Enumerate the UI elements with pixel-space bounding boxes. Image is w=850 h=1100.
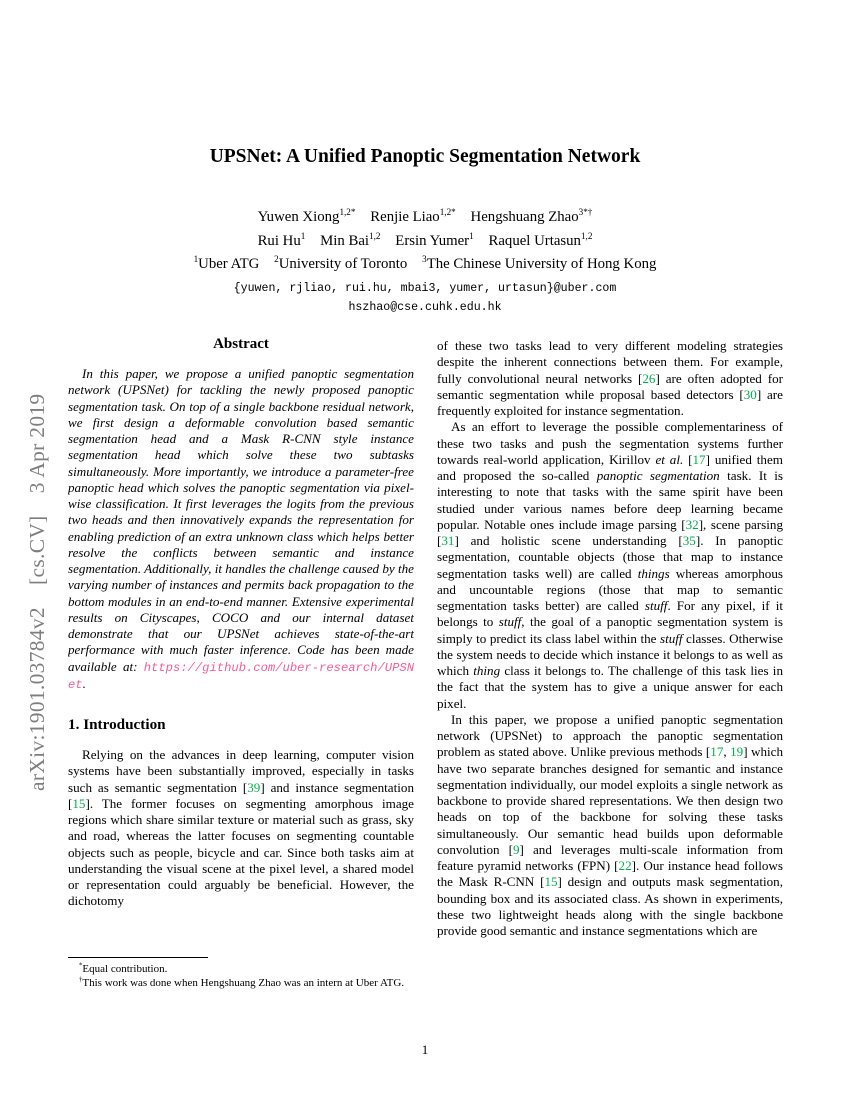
email-cuhk: hszhao@cse.cuhk.edu.hk bbox=[348, 301, 502, 314]
text-run: whereas amorphous and uncountable regions (those that map to semantic segmentation tasks better) are called bbox=[437, 565, 783, 613]
text-run: ], scene parsing [ bbox=[437, 516, 783, 548]
abstract-heading: Abstract bbox=[213, 336, 269, 352]
text-run: Ersin Yumer bbox=[395, 233, 470, 249]
emphasis-text: things bbox=[637, 565, 670, 581]
text-run: Yuwen Xiong bbox=[257, 209, 340, 225]
text-run bbox=[474, 233, 489, 249]
citation-ref[interactable]: 15 bbox=[544, 874, 558, 890]
text-run: ] which have two separate branches designed for semantic and instance segmentation individually, our model exploits a single network as backbone to provide shared representations. We then design two heads on top of the backbone for solving these tasks simultaneously. Our semantic head builds upon deformable convolution [ bbox=[437, 744, 783, 857]
emphasis-text: stuff bbox=[498, 614, 522, 630]
text-run: Relying on the advances in deep learning, computer vision systems have been substantially improved, especially in tasks such as semantic segmentation [ bbox=[68, 747, 414, 795]
section-heading-introduction: 1. Introduction bbox=[68, 716, 166, 733]
superscript-marker: 3*† bbox=[578, 207, 593, 218]
superscript-marker: 2 bbox=[274, 254, 279, 265]
superscript-marker: 1 bbox=[193, 254, 199, 265]
citation-ref[interactable]: 19 bbox=[730, 744, 744, 760]
text-run bbox=[380, 233, 395, 249]
right-column bbox=[437, 338, 783, 1035]
citation-ref[interactable]: 31 bbox=[441, 533, 455, 548]
footnotes bbox=[68, 957, 414, 991]
text-run: class it belongs to. The challenge of this task lies in the fact that the system has to give a unique answer for each pixel. bbox=[437, 663, 783, 711]
superscript-marker: 1 bbox=[300, 231, 306, 242]
text-run bbox=[355, 209, 370, 225]
emphasis-text: thing bbox=[473, 663, 501, 678]
superscript-marker: 1,2 bbox=[369, 231, 381, 242]
text-run: ] unified them and proposed the so-called bbox=[437, 451, 783, 483]
citation-ref[interactable]: 15 bbox=[72, 795, 86, 811]
superscript-marker: 1,2* bbox=[339, 207, 356, 218]
superscript-marker: † bbox=[79, 976, 83, 984]
page-number: 1 bbox=[421, 1042, 429, 1057]
text-run: This work was done when Hengshuang Zhao was an intern at Uber ATG. bbox=[82, 976, 405, 989]
text-run: Hengshuang Zhao bbox=[470, 209, 579, 225]
paper-title: UPSNet: A Unified Panoptic Segmentation Network bbox=[209, 146, 641, 167]
superscript-marker: * bbox=[79, 962, 83, 970]
superscript-marker: 1,2* bbox=[439, 207, 456, 218]
text-run: In this paper, we propose a unified panoptic segmentation network (UPSNet) to approach the panoptic segmentation problem as stated above. Unlike previous methods [ bbox=[437, 711, 783, 760]
emphasis-text: stuff bbox=[644, 598, 668, 613]
abstract-text bbox=[68, 366, 414, 693]
text-run: Uber ATG bbox=[198, 256, 275, 272]
emphasis-text: et al. bbox=[655, 451, 684, 467]
text-run: As an effort to leverage the possible complementariness of these two tasks and push the segmentation systems further towards real-world application, Kirillov bbox=[437, 419, 783, 467]
footnote-intern-note bbox=[68, 977, 414, 991]
email-uber: {yuwen, rjliao, rui.hu, mbai3, yumer, urtasun}@uber.com bbox=[233, 282, 617, 295]
paragraph-panoptic-task bbox=[437, 419, 783, 712]
text-run: . For any pixel, if it belongs to bbox=[437, 598, 783, 630]
text-run: ] and holistic scene understanding [ bbox=[454, 533, 683, 548]
paragraph-upsnet-overview bbox=[437, 712, 783, 940]
citation-ref[interactable]: 32 bbox=[685, 516, 699, 532]
emphasis-text: panoptic segmentation bbox=[596, 468, 720, 483]
text-run: ]. Our instance head follows the Mask R-CNN [ bbox=[437, 858, 783, 890]
text-run: ]. In panoptic segmentation, countable objects (those that map to instance segmentation tasks well) are called bbox=[437, 533, 783, 581]
paragraph-modeling-strategies bbox=[437, 338, 783, 419]
text-run bbox=[305, 233, 320, 249]
text-run: of these two tasks lead to very different modeling strategies despite the inherent connections between them. For example, fully convolutional neural networks [ bbox=[437, 338, 783, 386]
superscript-marker: 1 bbox=[469, 231, 474, 242]
text-run: classes. Otherwise the system needs to decide which instance it belongs to as well as which bbox=[437, 630, 783, 678]
citation-ref[interactable]: 17 bbox=[710, 744, 724, 760]
affiliations bbox=[0, 253, 850, 275]
text-run: Raquel Urtasun bbox=[488, 233, 581, 249]
author-line-1 bbox=[0, 205, 850, 229]
text-run: task. It is interesting to note that tasks with the same spirit have been studied under various names before deep learning became popular. Notable ones include image parsing [ bbox=[437, 468, 783, 532]
text-run: ] design and outputs mask segmentation, bounding box and its associated class. As shown in experiments, these two lightweight heads along with the single backbone provide good semantic and instance segmentations which are bbox=[437, 874, 783, 938]
url-link[interactable]: https://github.com/uber-research/UPSNet bbox=[68, 660, 414, 692]
arxiv-watermark: arXiv:1901.03784v2 [cs.CV] 3 Apr 2019 bbox=[25, 393, 49, 791]
footnote-equal-contribution bbox=[68, 963, 414, 977]
intro-paragraph bbox=[68, 747, 414, 910]
text-run: University of Toronto bbox=[278, 256, 423, 272]
text-run: The Chinese University of Hong Kong bbox=[426, 256, 657, 272]
text-run: , the goal of a panoptic segmentation system is simply to predict its class label within the bbox=[437, 614, 783, 646]
text-run: , bbox=[723, 744, 731, 760]
text-run: ]. The former focuses on segmenting amorphous image regions which share similar texture or material such as grass, sky and road, whereas the latter focuses on segmenting countable objects such as people, bicycle and car. Since both tasks aim at understanding the visual scene at the pixel level, a shared model or representation could arguably be beneficial. However, the dichotomy bbox=[68, 795, 414, 909]
emphasis-text: stuff bbox=[659, 630, 683, 646]
citation-ref[interactable]: 9 bbox=[512, 841, 520, 857]
text-run: Equal contribution. bbox=[82, 963, 168, 975]
citation-ref[interactable]: 39 bbox=[247, 779, 261, 795]
author-line-2 bbox=[0, 229, 850, 253]
text-run: In this paper, we propose a unified panoptic segmentation network (UPSNet) for tackling the newly proposed panoptic segmentation task. On top of a single backbone residual network, we first design a deformable convolution based semantic segmentation head and a Mask R-CNN style instance segmentation head which solve these two subtasks simultaneously. More importantly, we introduce a parameter-free panoptic head which solves the panoptic segmentation via pixel-wise classification. It first leverages the logits from the previous two heads and then innovatively expands the representation for enabling prediction of an extra unknown class which helps better resolve the conflicts between semantic and instance segmentation. Additionally, it handles the challenge caused by the varying number of instances and permits back propagation to the bottom modules in an end-to-end manner. Extensive experimental results on Cityscapes, COCO and our internal dataset demonstrate that our UPSNet achieves state-of-the-art performance with much faster inference. Code has been made available at: bbox=[68, 366, 414, 674]
superscript-marker: 3 bbox=[422, 254, 427, 265]
text-run: ] and instance segmentation [ bbox=[68, 779, 414, 811]
superscript-marker: 1,2 bbox=[580, 231, 593, 242]
text-run: Min Bai bbox=[320, 233, 370, 249]
citation-ref[interactable]: 30 bbox=[743, 386, 757, 402]
citation-ref[interactable]: 26 bbox=[642, 370, 656, 386]
text-run: ] are frequently exploited for instance segmentation. bbox=[437, 386, 783, 418]
footnote-rule bbox=[68, 957, 208, 958]
text-run: ] are often adopted for semantic segmentation while proposal based detectors [ bbox=[437, 370, 783, 402]
text-run bbox=[456, 209, 471, 225]
text-run: [ bbox=[683, 451, 693, 467]
citation-ref[interactable]: 22 bbox=[618, 858, 632, 873]
citation-ref[interactable]: 17 bbox=[692, 451, 706, 467]
left-column bbox=[68, 336, 414, 958]
text-run: Rui Hu bbox=[257, 233, 301, 249]
paper-header bbox=[0, 146, 850, 317]
citation-ref[interactable]: 35 bbox=[682, 533, 696, 548]
text-run: ] and leverages multi-scale information from feature pyramid networks (FPN) [ bbox=[437, 841, 783, 873]
text-run: Renjie Liao bbox=[370, 209, 440, 225]
text-run: . bbox=[82, 675, 86, 691]
